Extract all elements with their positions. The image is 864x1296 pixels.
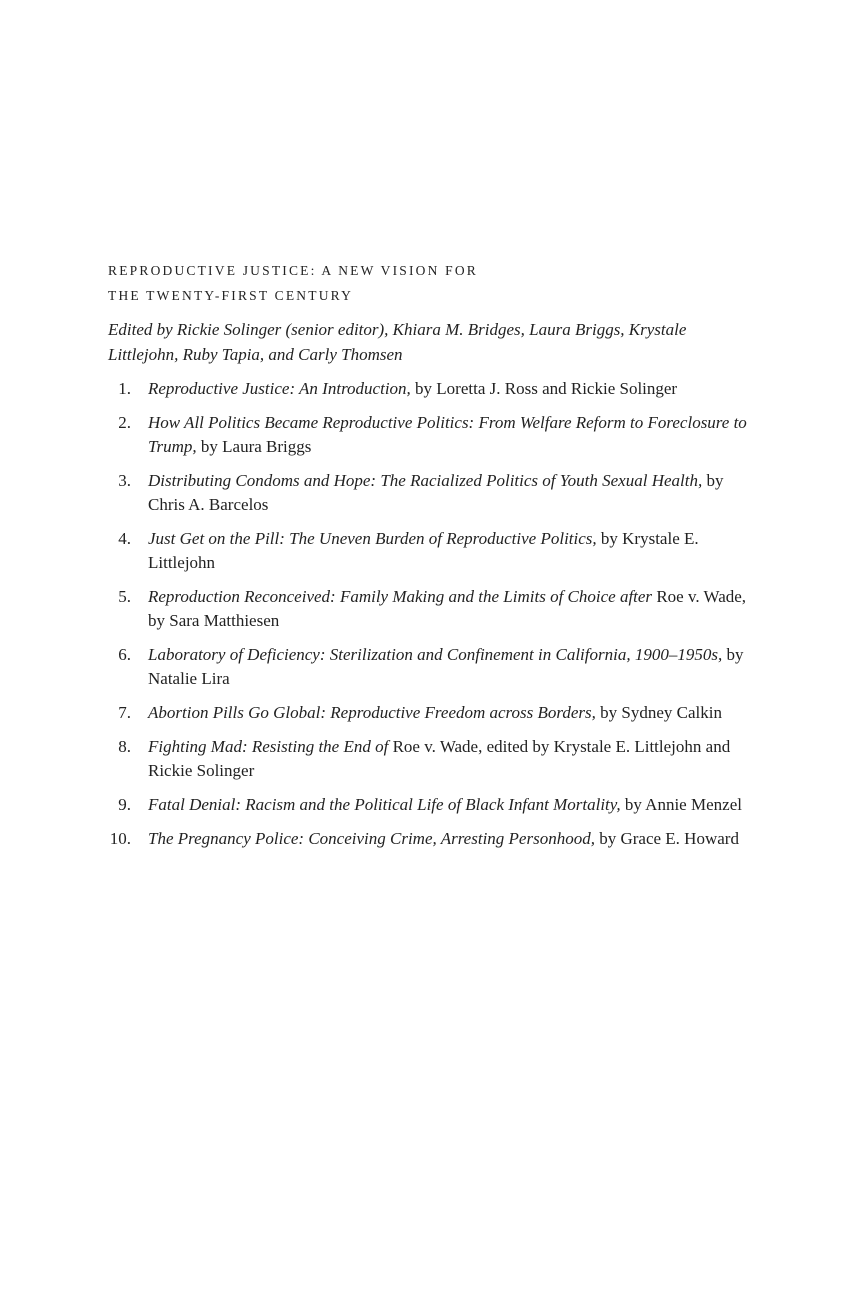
book-title: Fighting Mad: Resisting the End of bbox=[148, 737, 389, 756]
book-entry bbox=[148, 469, 758, 517]
series-title-line-2: THE TWENTY-FIRST CENTURY bbox=[108, 288, 354, 303]
book-list-item bbox=[108, 827, 758, 851]
book-author: by Loretta J. Ross and Rickie Solinger bbox=[410, 379, 678, 398]
book-entry bbox=[148, 701, 758, 725]
book-entry bbox=[148, 527, 758, 575]
book-number: 8. bbox=[118, 737, 131, 756]
book-number: 5. bbox=[118, 587, 131, 606]
book-entry bbox=[148, 411, 758, 459]
book-list-item bbox=[108, 585, 758, 633]
book-list-item bbox=[108, 643, 758, 691]
book-title: Reproduction Reconceived: Family Making and the Limits of Choice after bbox=[148, 587, 653, 606]
series-title-line-1: REPRODUCTIVE JUSTICE: A NEW VISION FOR bbox=[108, 263, 479, 278]
book-title: Reproductive Justice: An Introduction, bbox=[148, 379, 411, 398]
book-number: 10. bbox=[109, 829, 131, 848]
book-title: Fatal Denial: Racism and the Political Life of Black Infant Mortality, bbox=[148, 795, 621, 814]
book-list bbox=[108, 377, 758, 851]
book-number: 3. bbox=[118, 471, 131, 490]
book-number: 2. bbox=[118, 413, 131, 432]
book-author: by Krystale E. Littlejohn bbox=[148, 529, 699, 572]
book-author: by Natalie Lira bbox=[148, 645, 744, 688]
book-author: Roe v. Wade, by Sara Matthiesen bbox=[148, 587, 747, 630]
book-entry bbox=[148, 377, 758, 401]
series-title bbox=[108, 258, 758, 308]
book-entry bbox=[148, 827, 758, 851]
book-list-item bbox=[108, 735, 758, 783]
book-list-item bbox=[108, 411, 758, 459]
book-title: Abortion Pills Go Global: Reproductive Freedom across Borders, bbox=[148, 703, 596, 722]
book-title: Just Get on the Pill: The Uneven Burden of Reproductive Politics, bbox=[148, 529, 597, 548]
book-list-item bbox=[108, 469, 758, 517]
book-title: Distributing Condoms and Hope: The Racialized Politics of Youth Sexual Health, bbox=[148, 471, 703, 490]
book-title: Laboratory of Deficiency: Sterilization and Confinement in California, 1900–1950s, bbox=[148, 645, 723, 664]
book-list-item bbox=[108, 527, 758, 575]
book-list-item bbox=[108, 377, 758, 401]
book-entry bbox=[148, 793, 758, 817]
book-title: The Pregnancy Police: Conceiving Crime, Arresting Personhood, bbox=[148, 829, 595, 848]
book-author: by Sydney Calkin bbox=[595, 703, 723, 722]
series-page bbox=[108, 258, 758, 861]
book-author: by Laura Briggs bbox=[196, 437, 312, 456]
book-entry bbox=[148, 643, 758, 691]
book-author: Roe v. Wade, edited by Krystale E. Littlejohn and Rickie Solinger bbox=[148, 737, 731, 780]
book-number: 9. bbox=[118, 795, 131, 814]
book-title: How All Politics Became Reproductive Politics: From Welfare Reform to Foreclosure to Trump, bbox=[148, 413, 747, 456]
book-author: by Grace E. Howard bbox=[594, 829, 739, 848]
book-author: by Chris A. Barcelos bbox=[148, 471, 724, 514]
series-editors: Edited by Rickie Solinger (senior editor), Khiara M. Bridges, Laura Briggs, Krystale Littlejohn, Ruby Tapia, and Carly Thomsen bbox=[108, 320, 687, 364]
book-number: 4. bbox=[118, 529, 131, 548]
book-number: 1. bbox=[118, 379, 131, 398]
book-number: 6. bbox=[118, 645, 131, 664]
book-entry bbox=[148, 585, 758, 633]
book-list-item bbox=[108, 701, 758, 725]
book-number: 7. bbox=[118, 703, 131, 722]
book-list-item bbox=[108, 793, 758, 817]
book-author: by Annie Menzel bbox=[620, 795, 742, 814]
book-entry bbox=[148, 735, 758, 783]
